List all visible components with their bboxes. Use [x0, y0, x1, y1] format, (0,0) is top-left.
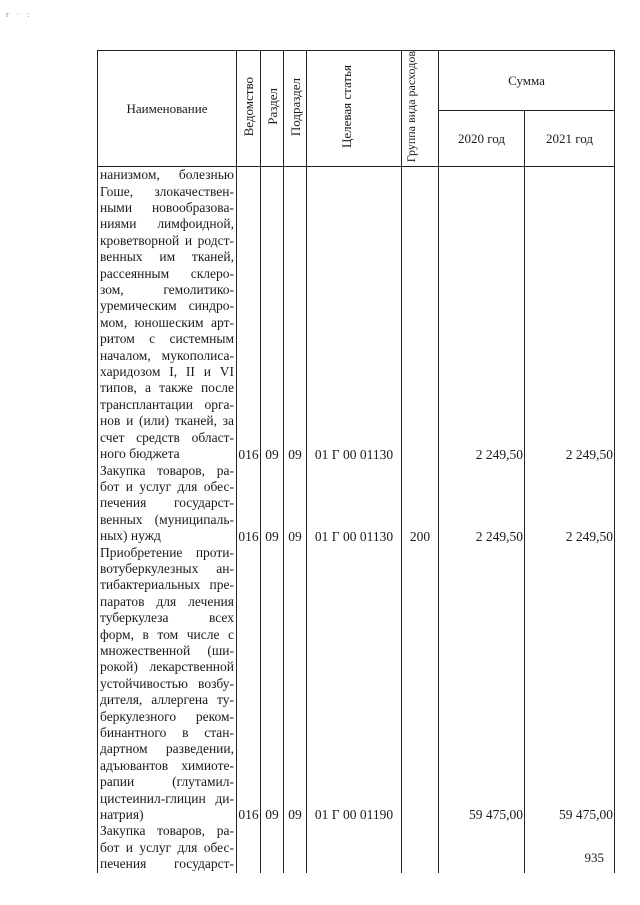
row-name-line: ных) нужд — [100, 528, 161, 544]
row-name-line: туберкулеза всех — [100, 610, 234, 626]
cell-gruppa — [402, 545, 439, 824]
row-name-line: бинантного в стан- — [100, 725, 234, 740]
table-row — [98, 167, 615, 463]
row-name-line: зом, гемолитико- — [100, 282, 234, 298]
table-row — [98, 463, 615, 545]
page-number: 935 — [584, 850, 604, 865]
row-name-line: устойчивостью возбу- — [100, 675, 234, 691]
row-name-line: трансплантации орга- — [100, 396, 234, 412]
cell-vedomstvo: 016 — [237, 545, 261, 824]
row-name — [98, 545, 237, 824]
cell-sum-2020: 2 249,50 — [439, 463, 525, 545]
row-name-line: натрия) — [100, 807, 144, 823]
cell-vedomstvo: 016 — [237, 167, 261, 463]
row-name-line: рокой) лекарственной — [100, 659, 234, 675]
row-name-line: рапии (глутамил- — [100, 774, 234, 790]
row-name-line: печения государст- — [100, 495, 234, 511]
header-year-2021: 2021 год — [525, 111, 615, 167]
header-summa: Сумма — [439, 51, 615, 111]
cell-sum-2020: 2 249,50 — [439, 167, 525, 463]
cell-gruppa — [402, 823, 439, 872]
cell-razdel — [261, 823, 284, 872]
table-row — [98, 823, 615, 872]
cell-sum-2021: 59 475,00 — [525, 545, 615, 824]
row-name-line: Закупка товаров, ра- — [100, 823, 234, 839]
budget-table — [97, 50, 615, 873]
row-name — [98, 167, 237, 463]
row-name-line: счет средств област- — [100, 429, 234, 445]
scan-corner-marks: r · : — [6, 10, 33, 19]
row-name-line: венных (муниципаль- — [100, 511, 234, 527]
row-name-line: рассеянным склеро- — [100, 265, 234, 281]
cell-celevaya-statya: 01 Г 00 01130 — [307, 463, 402, 545]
row-name-line: дартном разведении, — [100, 741, 234, 757]
header-celevaya-statya: Целевая статья — [307, 51, 402, 167]
row-name — [98, 823, 237, 872]
cell-celevaya-statya — [307, 823, 402, 872]
cell-gruppa: 200 — [402, 463, 439, 545]
header-gruppa-vida-raskhodov: Группа вида расходов — [402, 51, 439, 167]
row-name-line: бот и услуг для обес- — [100, 839, 234, 855]
header-year-2020: 2020 год — [439, 111, 525, 167]
row-name-line: Приобретение проти- — [100, 544, 234, 560]
row-name-line: печения государст- — [100, 856, 234, 872]
cell-podrazdel: 09 — [284, 545, 307, 824]
row-name-line: типов, а также после — [100, 380, 234, 396]
row-name-line: харидозом I, II и VI — [100, 364, 234, 380]
header-vedomstvo: Ведомство — [237, 51, 261, 167]
cell-razdel: 09 — [261, 463, 284, 545]
cell-podrazdel: 09 — [284, 167, 307, 463]
table-row — [98, 545, 615, 824]
cell-razdel: 09 — [261, 545, 284, 824]
header-name: Наименование — [98, 51, 237, 167]
row-name-line: дителя, аллергена ту- — [100, 692, 234, 708]
row-name-line: тибактериальных пре- — [100, 577, 234, 593]
cell-celevaya-statya: 01 Г 00 01130 — [307, 167, 402, 463]
row-name-line: адъювантов химиоте- — [100, 757, 234, 773]
cell-celevaya-statya: 01 Г 00 01190 — [307, 545, 402, 824]
cell-vedomstvo: 016 — [237, 463, 261, 545]
row-name-line: паратов для лечения — [100, 593, 234, 609]
row-name-line: бот и услуг для обес- — [100, 478, 234, 494]
row-name-line: нанизмом, болезнью — [100, 167, 234, 183]
cell-vedomstvo — [237, 823, 261, 872]
row-name-line: цистеинил-глицин ди- — [100, 790, 234, 806]
row-name-line: множественной (ши- — [100, 642, 234, 658]
cell-sum-2020: 59 475,00 — [439, 545, 525, 824]
row-name-line: кроветворной и родст- — [100, 232, 234, 248]
cell-sum-2021: 2 249,50 — [525, 463, 615, 545]
cell-gruppa — [402, 167, 439, 463]
cell-sum-2020 — [439, 823, 525, 872]
row-name-line: ниями лимфоидной, — [100, 216, 234, 232]
row-name — [98, 463, 237, 545]
cell-podrazdel: 09 — [284, 463, 307, 545]
row-name-line: вотуберкулезных ан- — [100, 560, 234, 576]
row-name-line: ритом с системным — [100, 331, 234, 347]
header-podrazdel: Подраздел — [284, 51, 307, 167]
row-name-line: беркулезного реком- — [100, 708, 234, 724]
row-name-line: уремическим синдро- — [100, 298, 234, 314]
row-name-line: Закупка товаров, ра- — [100, 462, 234, 478]
header-razdel: Раздел — [261, 51, 284, 167]
row-name-line: венных им тканей, — [100, 249, 234, 265]
row-name-line: ного бюджета — [100, 446, 180, 462]
row-name-line: нов и (или) тканей, за — [100, 413, 234, 429]
row-name-line: ными новообразова- — [100, 200, 234, 215]
cell-razdel: 09 — [261, 167, 284, 463]
row-name-line: Гоше, злокачествен- — [100, 183, 234, 199]
cell-podrazdel — [284, 823, 307, 872]
row-name-line: началом, мукополиса- — [100, 347, 234, 363]
cell-sum-2021: 2 249,50 — [525, 167, 615, 463]
row-name-line: форм, в том числе с — [100, 626, 234, 642]
row-name-line: мом, юношеским арт- — [100, 314, 234, 330]
